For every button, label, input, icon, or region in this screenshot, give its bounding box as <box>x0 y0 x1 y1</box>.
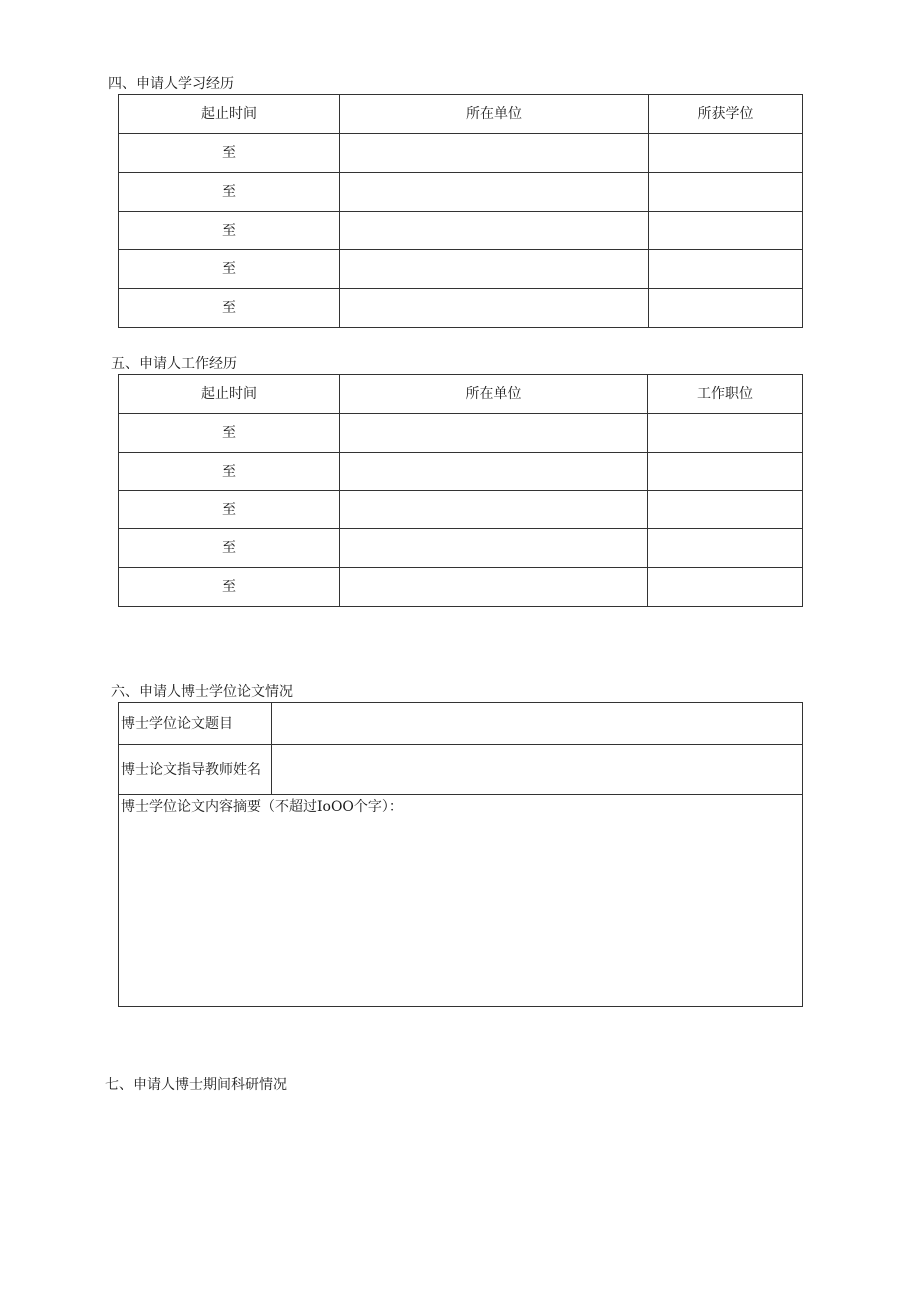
institution-cell[interactable] <box>340 250 649 289</box>
section4-heading: 四、申请人学习经历 <box>108 76 234 92</box>
institution-cell[interactable] <box>340 173 649 212</box>
period-cell[interactable]: 至 <box>119 250 340 289</box>
header-institution: 所在单位 <box>340 375 648 414</box>
period-cell[interactable]: 至 <box>119 173 340 212</box>
period-cell[interactable]: 至 <box>119 491 340 529</box>
table-row <box>119 568 803 607</box>
institution-cell[interactable] <box>340 134 649 173</box>
table-row <box>119 491 803 529</box>
institution-cell[interactable] <box>340 491 648 529</box>
header-institution: 所在单位 <box>340 95 649 134</box>
table-row <box>119 414 803 453</box>
degree-cell[interactable] <box>649 134 803 173</box>
advisor-name-value[interactable] <box>272 745 803 795</box>
position-cell[interactable] <box>648 453 803 491</box>
table-header-row <box>119 95 803 134</box>
institution-cell[interactable] <box>340 289 649 328</box>
institution-cell[interactable] <box>340 568 648 607</box>
position-cell[interactable] <box>648 491 803 529</box>
table-row <box>119 173 803 212</box>
table-row <box>119 529 803 568</box>
abstract-row <box>119 795 803 1007</box>
table-row <box>119 289 803 328</box>
position-cell[interactable] <box>648 568 803 607</box>
dissertation-title-label: 博士学位论文题目 <box>119 703 272 745</box>
work-history-table <box>118 374 803 607</box>
period-cell[interactable]: 至 <box>119 134 340 173</box>
table-row <box>119 453 803 491</box>
position-cell[interactable] <box>648 414 803 453</box>
degree-cell[interactable] <box>649 173 803 212</box>
header-period: 起止时间 <box>119 95 340 134</box>
institution-cell[interactable] <box>340 414 648 453</box>
advisor-name-label: 博士论文指导教师姓名 <box>119 745 272 795</box>
abstract-field[interactable] <box>119 795 803 1007</box>
section5-heading: 五、申请人工作经历 <box>111 356 237 372</box>
degree-cell[interactable] <box>649 212 803 250</box>
dissertation-table <box>118 702 803 1007</box>
header-position: 工作职位 <box>648 375 803 414</box>
period-cell[interactable]: 至 <box>119 529 340 568</box>
period-cell[interactable]: 至 <box>119 289 340 328</box>
position-cell[interactable] <box>648 529 803 568</box>
table-row <box>119 134 803 173</box>
header-degree: 所获学位 <box>649 95 803 134</box>
institution-cell[interactable] <box>340 212 649 250</box>
abstract-label: 博士学位论文内容摘要（不超过IoOO个字）： <box>121 799 403 815</box>
dissertation-title-value[interactable] <box>272 703 803 745</box>
study-history-table <box>118 94 803 328</box>
period-cell[interactable]: 至 <box>119 568 340 607</box>
degree-cell[interactable] <box>649 289 803 328</box>
period-cell[interactable]: 至 <box>119 212 340 250</box>
institution-cell[interactable] <box>340 529 648 568</box>
table-row <box>119 250 803 289</box>
table-row <box>119 212 803 250</box>
advisor-row <box>119 745 803 795</box>
dissertation-title-row <box>119 703 803 745</box>
degree-cell[interactable] <box>649 250 803 289</box>
section7-heading: 七、申请人博士期间科研情况 <box>105 1077 287 1093</box>
period-cell[interactable]: 至 <box>119 414 340 453</box>
institution-cell[interactable] <box>340 453 648 491</box>
header-period: 起止时间 <box>119 375 340 414</box>
table-header-row <box>119 375 803 414</box>
section6-heading: 六、申请人博士学位论文情况 <box>111 684 293 700</box>
period-cell[interactable]: 至 <box>119 453 340 491</box>
